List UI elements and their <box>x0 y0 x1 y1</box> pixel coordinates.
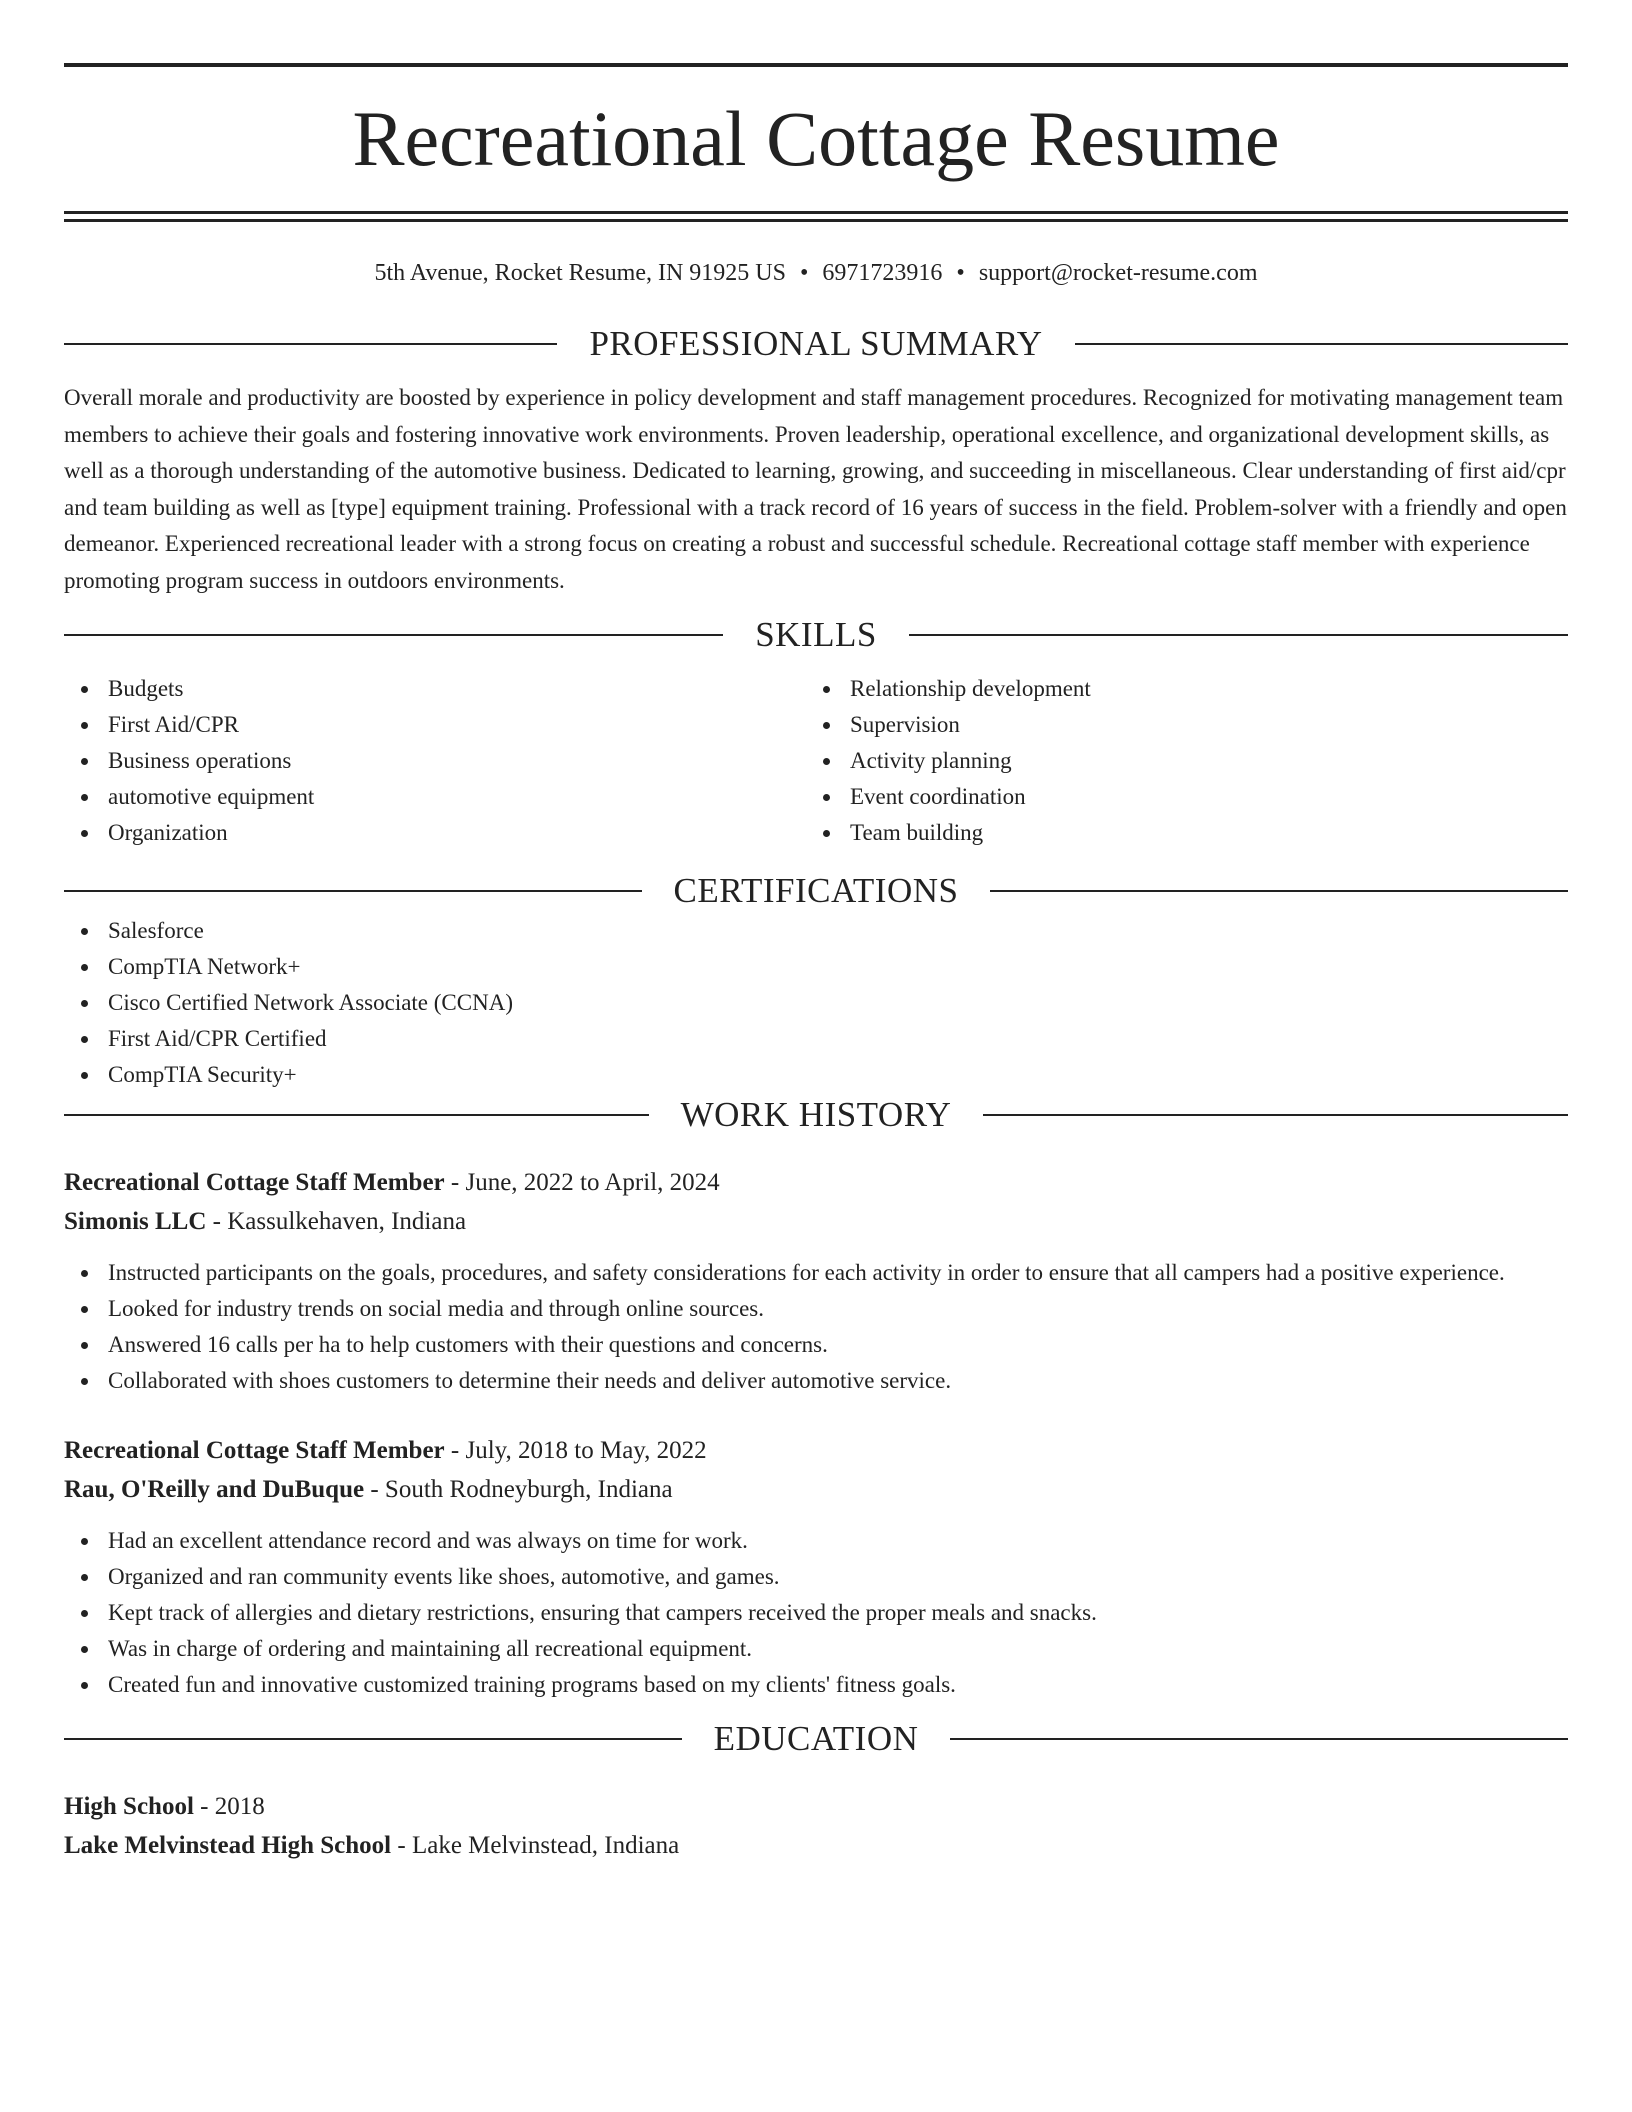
contact-line <box>64 258 1568 288</box>
section-header-skills <box>64 613 1568 657</box>
job-duty-item: Looked for industry trends on social media and through online sources. <box>64 1291 1568 1327</box>
contact-address: 5th Avenue, Rocket Resume, IN 91925 US <box>374 260 786 286</box>
certification-item: CompTIA Network+ <box>64 949 1568 985</box>
divider-line <box>64 1738 682 1740</box>
divider-line <box>909 634 1568 636</box>
job-dates: - July, 2018 to May, 2022 <box>444 1437 707 1464</box>
skill-item: Activity planning <box>806 743 1548 779</box>
job-location: - South Rodneyburgh, Indiana <box>364 1476 673 1503</box>
education-degree: High School <box>64 1793 194 1820</box>
skill-item: Budgets <box>64 671 806 707</box>
education-entry <box>64 1787 1568 1865</box>
job-company-line <box>64 1470 1568 1509</box>
job-company-line <box>64 1202 1568 1241</box>
skill-item: First Aid/CPR <box>64 707 806 743</box>
job-title-line <box>64 1431 1568 1470</box>
section-title-work-history: WORK HISTORY <box>680 1095 952 1134</box>
job-duty-item: Had an excellent attendance record and was always on time for work. <box>64 1523 1568 1559</box>
divider-line <box>64 1114 649 1116</box>
job-company: Rau, O'Reilly and DuBuque <box>64 1476 365 1503</box>
skill-item: Event coordination <box>806 779 1548 815</box>
job-title: Recreational Cottage Staff Member <box>64 1437 445 1464</box>
title-double-rule <box>64 211 1568 222</box>
section-title-certifications: CERTIFICATIONS <box>673 871 959 910</box>
section-title-education: EDUCATION <box>713 1719 919 1758</box>
section-title-skills: SKILLS <box>755 615 877 654</box>
divider-line <box>64 890 642 892</box>
job-entry <box>64 1431 1568 1703</box>
education-school-line <box>64 1826 1568 1865</box>
skills-list <box>64 671 1568 851</box>
education-degree-line <box>64 1787 1568 1826</box>
section-title-summary: PROFESSIONAL SUMMARY <box>589 324 1043 363</box>
section-header-education <box>64 1717 1568 1761</box>
job-duty-item: Instructed participants on the goals, procedures, and safety considerations for each activity in order to ensure that all campers had a positive experience. <box>64 1255 1568 1291</box>
certification-item: CompTIA Security+ <box>64 1057 1568 1093</box>
contact-email: support@rocket-resume.com <box>978 260 1258 286</box>
skill-item: Business operations <box>64 743 806 779</box>
contact-separator: • <box>800 260 809 286</box>
education-location: - Lake Melvinstead, Indiana <box>391 1832 680 1859</box>
skill-item: automotive equipment <box>64 779 806 815</box>
job-duty-item: Answered 16 calls per ha to help customers with their questions and concerns. <box>64 1327 1568 1363</box>
divider-line <box>983 1114 1568 1116</box>
divider-line <box>64 343 557 345</box>
job-dates: - June, 2022 to April, 2024 <box>444 1169 720 1196</box>
certifications-list <box>64 913 1568 1093</box>
job-title-line <box>64 1163 1568 1202</box>
skill-item: Relationship development <box>806 671 1548 707</box>
certification-item: Salesforce <box>64 913 1568 949</box>
job-entry <box>64 1163 1568 1399</box>
skill-item: Organization <box>64 815 806 851</box>
job-location: - Kassulkehaven, Indiana <box>206 1208 467 1235</box>
divider-line <box>990 890 1568 892</box>
certification-item: Cisco Certified Network Associate (CCNA) <box>64 985 1568 1021</box>
summary-text: Overall morale and productivity are boosted by experience in policy development and staff management procedures. Recognized for motivating management team members to achieve their goals and fostering innovative work environments. Proven leadership, operational excellence, and organizational development skills, as well as a thorough understanding of the automotive business. Dedicated to learning, growing, and succeeding in miscellaneous. Clear understanding of first aid/cpr and team building as well as [type] equipment training. Professional with a track record of 16 years of success in the field. Problem-solver with a friendly and open demeanor. Experienced recreational leader with a strong focus on creating a robust and successful schedule. Recreational cottage staff member with experience promoting program success in outdoors environments. <box>64 385 1567 593</box>
skills-column-right <box>806 671 1548 851</box>
divider-line <box>1075 343 1568 345</box>
contact-separator: • <box>956 260 965 286</box>
top-rule <box>64 63 1568 67</box>
job-duty-item: Collaborated with shoes customers to determine their needs and deliver automotive service. <box>64 1363 1568 1399</box>
section-header-certifications <box>64 869 1568 913</box>
section-header-summary <box>64 322 1568 366</box>
job-title: Recreational Cottage Staff Member <box>64 1169 445 1196</box>
job-duty-item: Organized and ran community events like shoes, automotive, and games. <box>64 1559 1568 1595</box>
divider-line <box>950 1738 1568 1740</box>
resume-title: Recreational Cottage Resume <box>352 95 1280 182</box>
contact-phone: 6971723916 <box>822 260 943 286</box>
education-year: - 2018 <box>193 1793 265 1820</box>
job-duty-item: Kept track of allergies and dietary restrictions, ensuring that campers received the proper meals and snacks. <box>64 1595 1568 1631</box>
job-duties-list <box>64 1255 1568 1399</box>
job-duty-item: Created fun and innovative customized training programs based on my clients' fitness goals. <box>64 1667 1568 1703</box>
education-school: Lake Melvinstead High School <box>64 1832 392 1859</box>
section-header-work-history <box>64 1093 1568 1137</box>
resume-page <box>64 0 1568 1865</box>
job-duties-list <box>64 1523 1568 1703</box>
divider-line <box>64 634 723 636</box>
certification-item: First Aid/CPR Certified <box>64 1021 1568 1057</box>
skill-item: Team building <box>806 815 1548 851</box>
skill-item: Supervision <box>806 707 1548 743</box>
job-company: Simonis LLC <box>64 1208 207 1235</box>
skills-column-left <box>64 671 806 851</box>
job-duty-item: Was in charge of ordering and maintaining all recreational equipment. <box>64 1631 1568 1667</box>
